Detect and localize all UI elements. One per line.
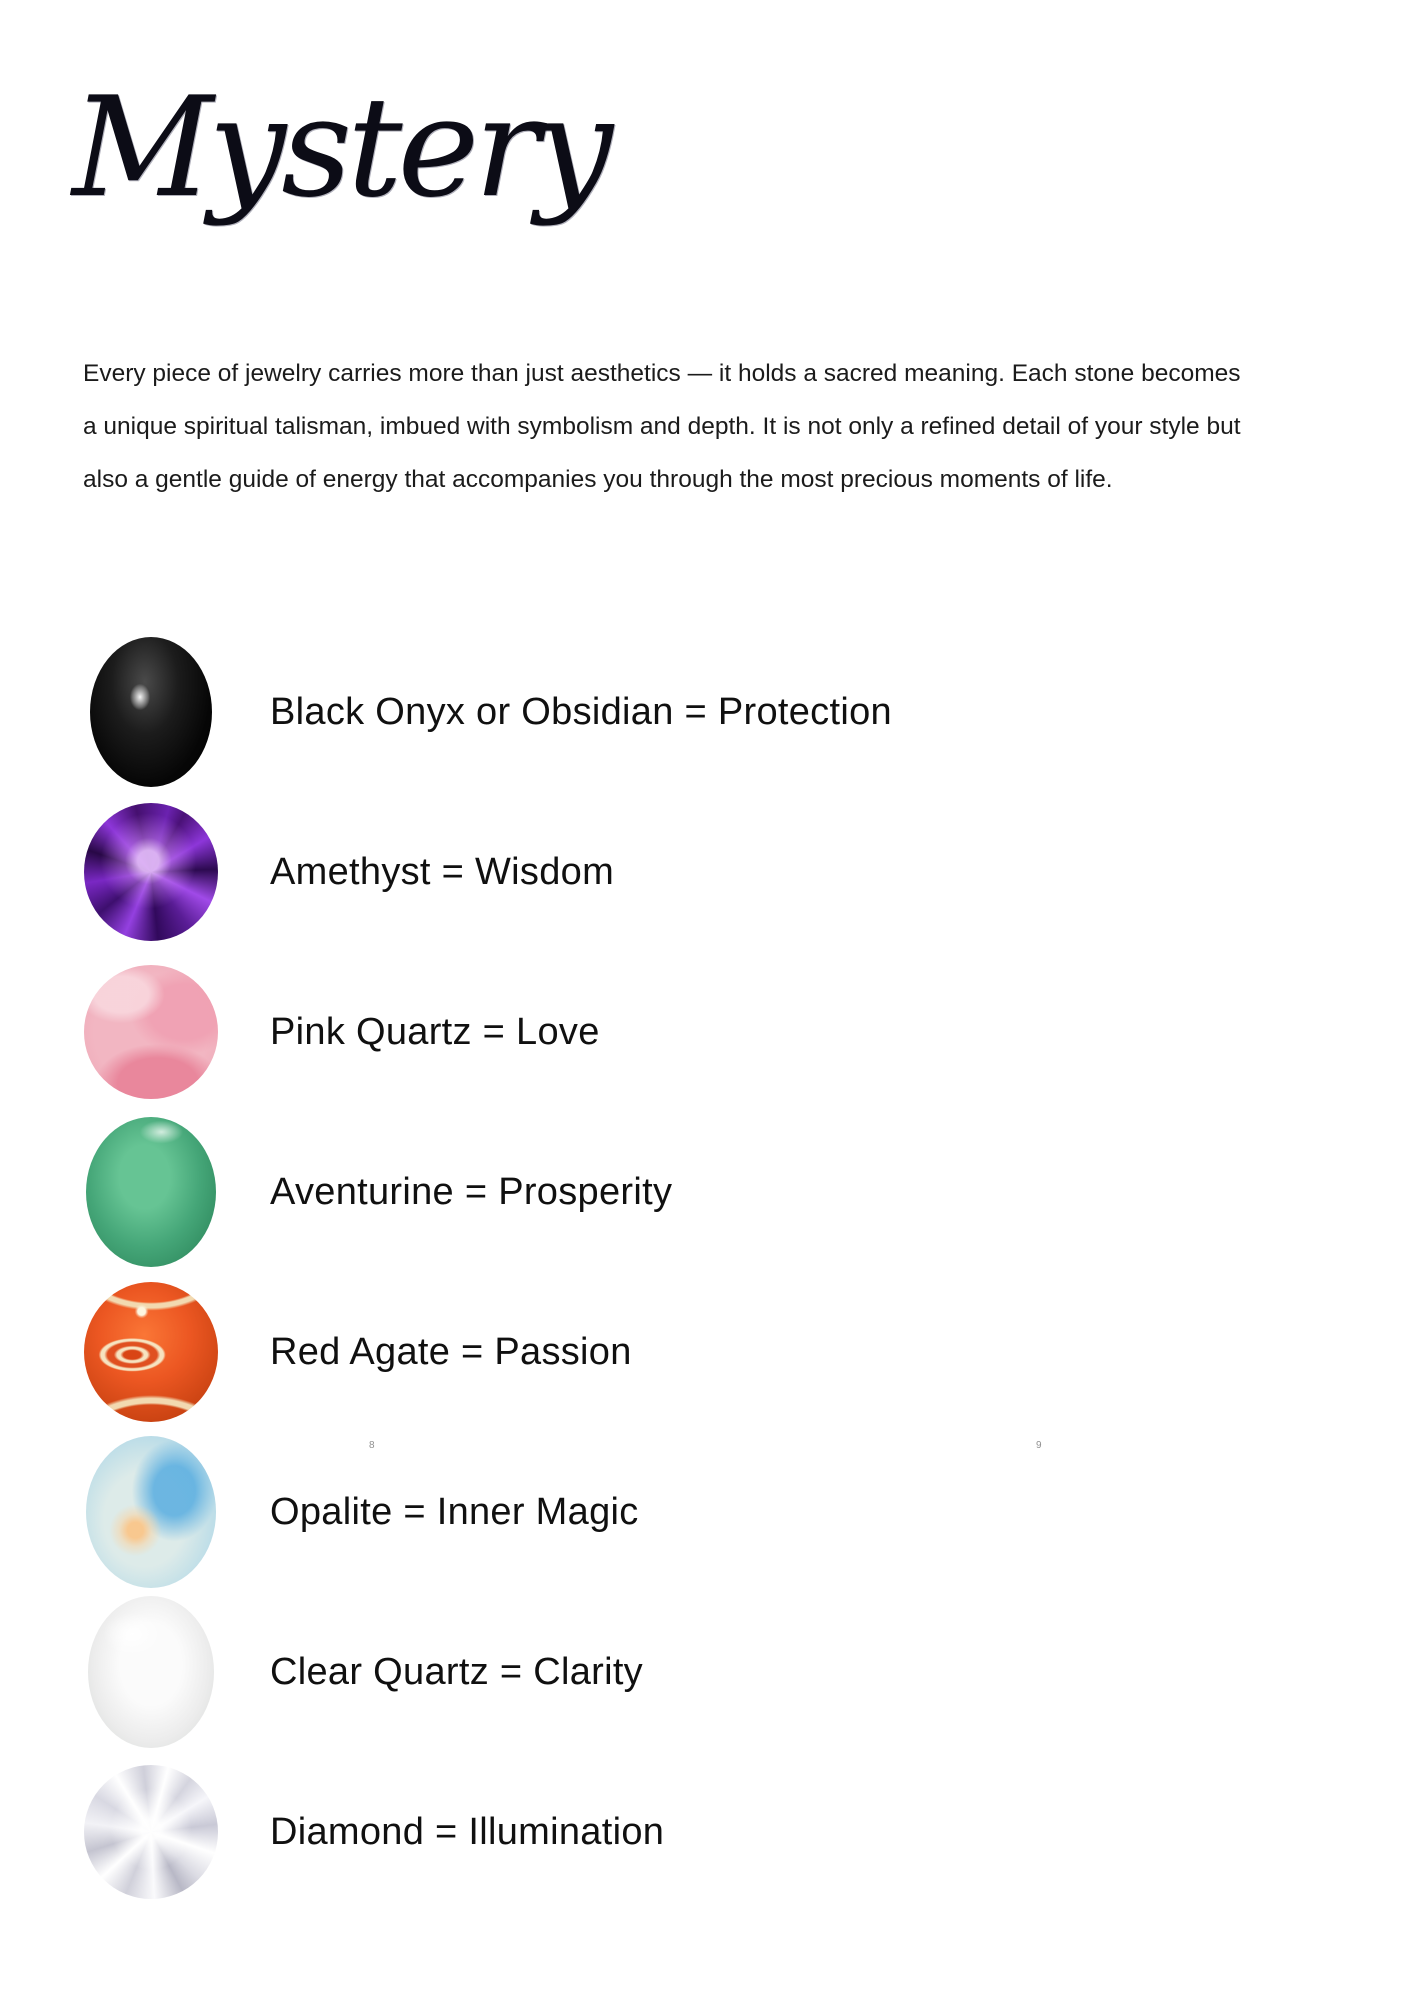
amethyst-stone-image [84,803,218,941]
stone-image-slot [84,1282,218,1422]
stone-row [0,792,1414,952]
page-mark-left: 8 [369,1440,375,1451]
clear-quartz-stone-image [88,1596,214,1748]
stone-image-slot [84,637,218,787]
red-agate-stone-image [84,1282,218,1422]
stone-meaning-label: Opalite = Inner Magic [270,1490,639,1533]
stone-row [0,1432,1414,1592]
stone-row [0,952,1414,1112]
stone-image-slot [84,1596,218,1748]
pink-quartz-stone-image [84,965,218,1099]
stone-row [0,1752,1414,1912]
stone-meaning-label: Black Onyx or Obsidian = Protection [270,690,892,733]
stone-row [0,632,1414,792]
stone-image-slot [84,1765,218,1899]
aventurine-stone-image [86,1117,216,1267]
stone-row [0,1272,1414,1432]
stone-meaning-label: Red Agate = Passion [270,1330,632,1373]
stone-meaning-label: Diamond = Illumination [270,1810,665,1853]
stone-image-slot [84,1436,218,1588]
page-mark-right: 9 [1036,1440,1042,1451]
stone-meaning-label: Clear Quartz = Clarity [270,1650,643,1693]
stone-row [0,1112,1414,1272]
stone-image-slot [84,965,218,1099]
mystery-logo: Mystery [72,67,609,228]
stone-meaning-label: Pink Quartz = Love [270,1010,600,1053]
stone-image-slot [84,1117,218,1267]
opalite-stone-image [86,1436,216,1588]
stone-image-slot [84,803,218,941]
intro-paragraph: Every piece of jewelry carries more than just aesthetics — it holds a sacred meaning. Each stone becomes a unique spiritual talisman, imbued with symbolism and depth. It is not only a refined detail of your style but also a gentle guide of energy that accompanies you through the most precious moments of life. [83,359,1241,493]
stone-row [0,1592,1414,1752]
stone-meaning-list [0,632,1414,1912]
diamond-stone-image [84,1765,218,1899]
stone-meaning-label: Amethyst = Wisdom [270,850,615,893]
stone-meaning-label: Aventurine = Prosperity [270,1170,673,1213]
black-onyx-stone-image [90,637,212,787]
